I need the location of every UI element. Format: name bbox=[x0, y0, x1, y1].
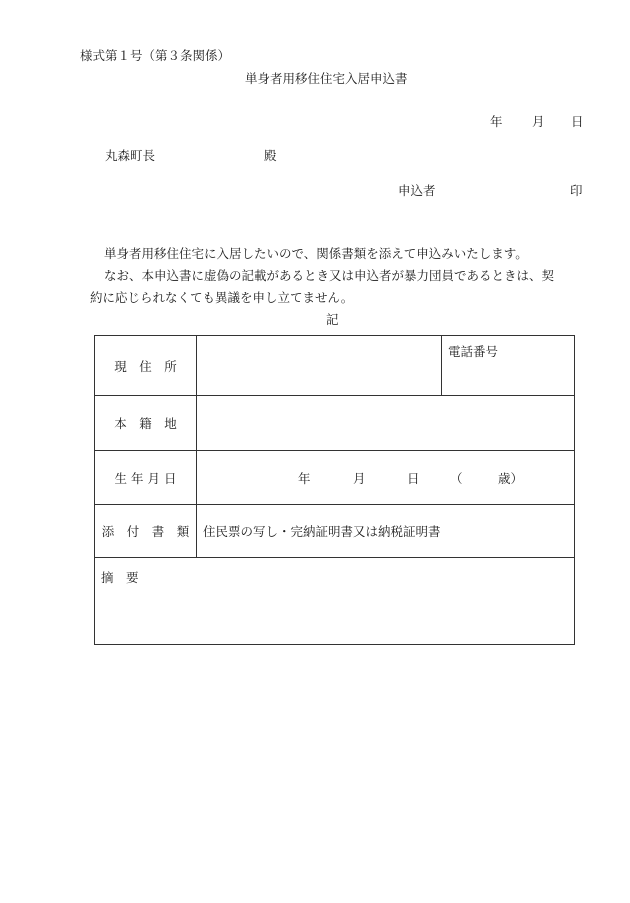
attachments-value: 住民票の写し・完納証明書又は納税証明書 bbox=[197, 505, 575, 558]
addressee-honorific: 殿 bbox=[264, 148, 277, 163]
birth-day: 日 bbox=[407, 470, 420, 486]
table-row bbox=[95, 396, 575, 451]
remarks-label: 摘 要 bbox=[101, 570, 139, 585]
date-day: 日 bbox=[571, 114, 584, 129]
domicile-label: 本 籍 地 bbox=[95, 396, 197, 451]
body-line-2: なお、本申込書に虚偽の記載があるとき又は申込者が暴力団員であるときは、契 bbox=[104, 268, 555, 283]
birth-date-field[interactable] bbox=[197, 451, 575, 505]
phone-field[interactable] bbox=[442, 336, 575, 396]
table-row bbox=[95, 558, 575, 645]
domicile-field[interactable] bbox=[197, 396, 575, 451]
body-line-3: 約に応じられなくても異議を申し立てません。 bbox=[90, 290, 354, 305]
table-row bbox=[95, 505, 575, 558]
birth-age: 歳） bbox=[498, 470, 524, 486]
page-title: 単身者用移住住宅入居申込書 bbox=[245, 71, 408, 86]
address-label: 現 住 所 bbox=[95, 336, 197, 396]
table-row bbox=[95, 451, 575, 505]
table-row bbox=[95, 336, 575, 396]
body-line-1: 単身者用移住住宅に入居したいので、関係書類を添えて申込みいたします。 bbox=[104, 246, 528, 261]
birth-month: 月 bbox=[353, 470, 366, 486]
birth-label: 生 年 月 日 bbox=[95, 451, 197, 505]
addressee-name: 丸森町長 bbox=[105, 148, 156, 163]
applicant-label: 申込者 bbox=[398, 183, 436, 198]
remarks-field[interactable] bbox=[95, 558, 575, 645]
form-number: 様式第１号（第３条関係） bbox=[80, 48, 231, 63]
seal-mark: 印 bbox=[570, 183, 583, 198]
birth-year: 年 bbox=[298, 470, 311, 486]
date-month: 月 bbox=[532, 114, 545, 129]
attachments-label: 添 付 書 類 bbox=[95, 505, 197, 558]
phone-label: 電話番号 bbox=[448, 344, 499, 359]
date-year: 年 bbox=[490, 114, 503, 129]
application-table bbox=[94, 335, 575, 645]
ki-heading: 記 bbox=[326, 312, 339, 327]
birth-paren-open: （ bbox=[450, 470, 463, 486]
address-field[interactable] bbox=[197, 336, 442, 396]
